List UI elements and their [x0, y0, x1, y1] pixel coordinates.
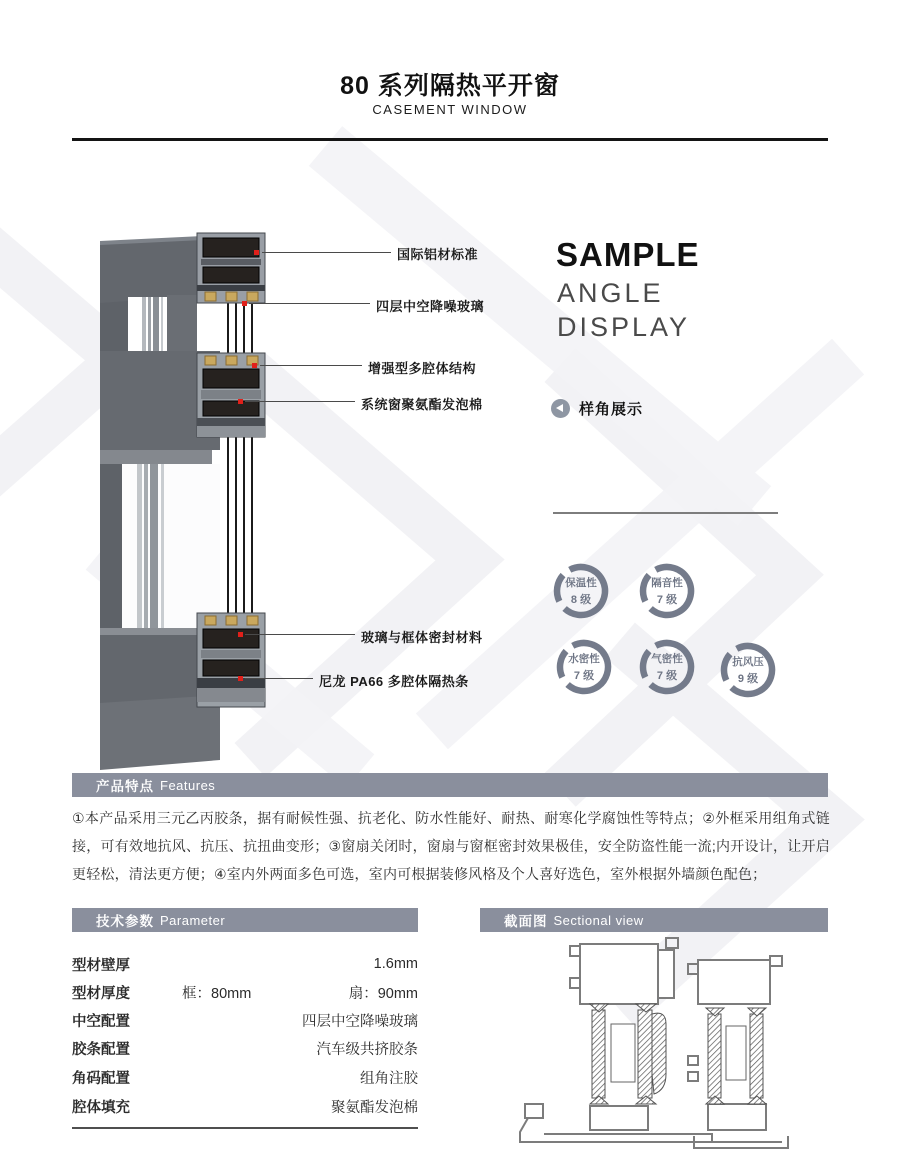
- rating-badge-windload: [718, 640, 778, 700]
- parameters-bottom-rule: [72, 1127, 418, 1129]
- rating-name: 抗风压: [732, 656, 764, 668]
- sectional-header-bar: [480, 908, 828, 932]
- callout-line: [260, 365, 362, 366]
- rating-grade: 7 级: [656, 670, 678, 682]
- callout-label: 尼龙 PA66 多腔体隔热条: [319, 674, 469, 689]
- rating-name: 气密性: [651, 653, 683, 665]
- callout-dot: [238, 632, 243, 637]
- callout-line: [245, 634, 355, 635]
- parameter-label: 腔体填充: [72, 1099, 130, 1116]
- callout-label: 增强型多腔体结构: [368, 361, 477, 376]
- parameter-label: 型材壁厚: [72, 957, 130, 974]
- rating-badge-soundproof: [637, 561, 697, 621]
- rating-grade: 7 级: [573, 670, 595, 682]
- sectional-view-drawing: [480, 936, 830, 1161]
- callout-line: [249, 303, 370, 304]
- parameters-title-en: Parameter: [160, 912, 226, 928]
- rating-badge-insulation: [551, 561, 611, 621]
- parameter-row: [72, 1067, 418, 1087]
- parameter-value: 1.6mm: [373, 956, 418, 972]
- sample-heading-line1: SAMPLE: [556, 236, 700, 273]
- parameters-header-bar: [72, 908, 418, 932]
- parameters-title-zh: 技术参数: [96, 914, 154, 929]
- header-divider: [72, 138, 828, 141]
- parameter-value: 汽车级共挤胶条: [316, 1041, 418, 1058]
- parameter-row: [72, 1010, 418, 1030]
- rating-name: 保温性: [565, 577, 597, 589]
- rating-name: 隔音性: [651, 577, 683, 589]
- corner-sample-illustration: [85, 225, 300, 770]
- rating-grade: 7 级: [656, 594, 678, 606]
- sample-caption-label: 样角展示: [579, 401, 644, 418]
- callout-line: [245, 401, 355, 402]
- parameter-label: 型材厚度: [72, 985, 130, 1002]
- page-title: 80 系列隔热平开窗: [340, 72, 560, 100]
- callout-line: [262, 252, 391, 253]
- features-header-bar: [72, 773, 828, 797]
- callout-dot: [254, 250, 259, 255]
- sample-heading-line3: DISPLAY: [557, 312, 691, 342]
- back-circle-icon: [551, 399, 570, 418]
- callout-label: 玻璃与框体密封材料: [361, 630, 483, 645]
- parameter-row: [72, 1038, 418, 1058]
- callout-label: 国际铝材标准: [397, 247, 479, 262]
- sample-caption: [551, 398, 643, 419]
- parameter-row: [72, 954, 418, 974]
- section-divider: [553, 512, 778, 514]
- callout-line: [245, 678, 313, 679]
- callout-label: 系统窗聚氨酯发泡棉: [361, 397, 483, 412]
- callout-dot: [238, 676, 243, 681]
- rating-grade: 9 级: [737, 673, 759, 685]
- parameter-label: 角码配置: [72, 1070, 130, 1087]
- features-title-zh: 产品特点: [96, 779, 154, 794]
- parameter-label: 中空配置: [72, 1013, 130, 1030]
- parameter-value: 四层中空降噪玻璃: [302, 1013, 418, 1030]
- callout-dot: [252, 363, 257, 368]
- parameter-label: 胶条配置: [72, 1041, 130, 1058]
- rating-badge-airtight: [637, 637, 697, 697]
- sectional-title-en: Sectional view: [553, 912, 644, 928]
- parameter-value: 扇：90mm: [348, 985, 418, 1002]
- parameter-mid-value: 框：80mm: [182, 985, 252, 1002]
- features-title-en: Features: [160, 777, 216, 793]
- parameter-value: 聚氨酯发泡棉: [331, 1099, 418, 1116]
- sectional-title-zh: 截面图: [504, 914, 548, 929]
- rating-badge-watertight: [554, 637, 614, 697]
- sample-heading-line2: ANGLE: [557, 278, 664, 308]
- rating-grade: 8 级: [570, 594, 592, 606]
- callout-dot: [242, 301, 247, 306]
- callout-dot: [238, 399, 243, 404]
- parameter-value: 组角注胶: [360, 1070, 418, 1087]
- parameter-row: [72, 982, 418, 1002]
- features-body-text: ①本产品采用三元乙丙胶条，据有耐候性强、抗老化、防水性能好、耐热、耐寒化学腐蚀性等特点；②外框采用组角式链接，可有效地抗风、抗压、抗扭曲变形；③窗扇关闭时，窗扇与窗框密封效果极佳，安全防盗性能一流;内开设计，让开启更轻松，清法更方便；④室内外两面多色可选，室内可根据装修风格及个人喜好选色，室外根据外墙颜色配色；: [72, 810, 830, 882]
- page-subtitle: CASEMENT WINDOW: [372, 102, 528, 117]
- parameter-row: [72, 1096, 418, 1116]
- callout-label: 四层中空降噪玻璃: [376, 299, 485, 314]
- rating-name: 水密性: [568, 653, 600, 665]
